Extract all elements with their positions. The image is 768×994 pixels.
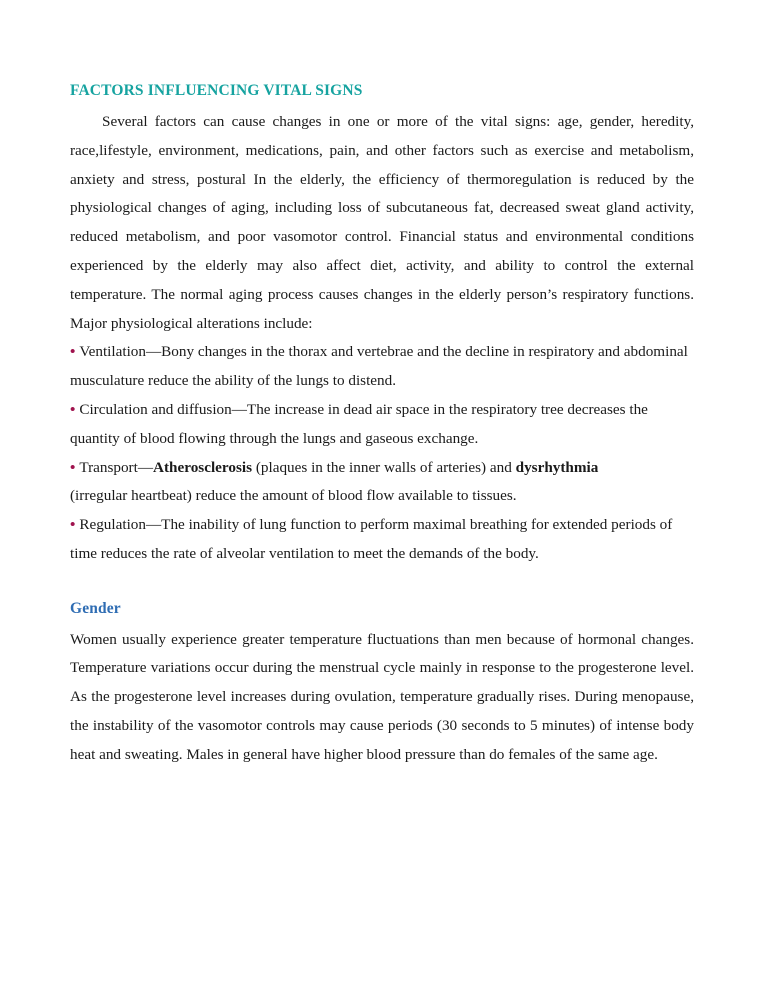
bullet-line: [70, 396, 694, 454]
document-content: [70, 80, 694, 770]
bold-term-dysrhythmia: dysrhythmia: [515, 458, 599, 476]
bullet-line: [70, 454, 694, 483]
bullet-line: [70, 511, 694, 540]
paragraph-spacer: [70, 569, 694, 598]
bullet-continuation: time reduces the rate of alveolar ventilation to meet the demands of the body.: [70, 544, 539, 562]
bullet-marker-icon: •: [70, 400, 76, 418]
bullet-lead-text: Transport—: [79, 458, 154, 476]
bullet-continuation: musculature reduce the ability of the lungs to distend.: [70, 372, 397, 390]
main-section-heading: FACTORS INFLUENCING VITAL SIGNS: [70, 82, 363, 99]
gender-paragraph: Women usually experience greater temperature fluctuations than men because of hormonal changes. Temperature variations occur during the menstrual cycle mainly in response to the progesterone level. As the progesterone level increases during ovulation, temperature gradually rises. During menopause, the instability of the vasomotor controls may cause periods (30 seconds to 5 minutes) of intense body heat and sweating. Males in general have higher blood pressure than do females of the same age.: [70, 630, 694, 763]
bullet-text: Circulation and diffusion—The increase in dead air space in the respiratory tree decreases the quantity of blood flowing through the lungs and gaseous exchange.: [70, 400, 648, 447]
bullet-item-ventilation: [70, 338, 694, 396]
bullet-item-regulation: [70, 511, 694, 569]
bullet-marker-icon: •: [70, 516, 76, 534]
bullet-mid-text: (plaques in the inner walls of arteries) and: [252, 458, 516, 476]
gender-section-heading: Gender: [70, 599, 121, 617]
bold-term-atherosclerosis: Atherosclerosis: [153, 458, 253, 476]
intro-paragraph: Several factors can cause changes in one or more of the vital signs: age, gender, heredity, race,lifestyle, environment, medications, pain, and other factors such as exercise and metabolism, anxiety and stress, postural In the elderly, the efficiency of thermoregulation is reduced by the physiological changes of aging, including loss of subcutaneous fat, decreased sweat gland activity, reduced metabolism, and poor vasomotor control. Financial status and environmental conditions experienced by the elderly may also affect diet, activity, and ability to control the external temperature. The normal aging process causes changes in the elderly person’s respiratory functions. Major physiological alterations include:: [70, 113, 694, 332]
bullet-item-transport: [70, 454, 694, 512]
bullet-item-circulation: [70, 396, 694, 454]
bullet-text: Regulation—The inability of lung function to perform maximal breathing for extended periods of: [79, 516, 673, 534]
bullet-marker-icon: •: [70, 343, 76, 361]
bullet-text: Ventilation—Bony changes in the thorax and vertebrae and the decline in respiratory and abdominal: [79, 343, 688, 361]
bullet-continuation: (irregular heartbeat) reduce the amount of blood flow available to tissues.: [70, 487, 517, 505]
bullet-marker-icon: •: [70, 458, 76, 476]
bullet-line: [70, 338, 694, 367]
